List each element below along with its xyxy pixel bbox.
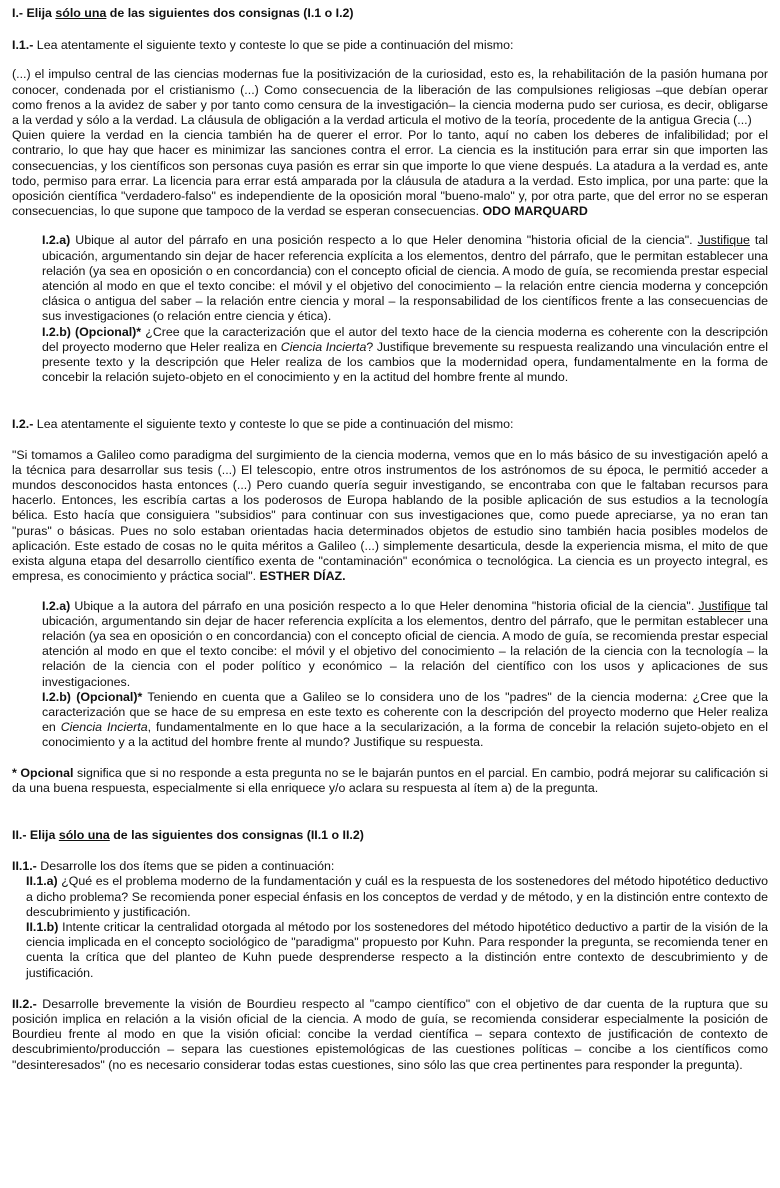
i2-question-a-text-2: tal ubicación, argumentando sin dejar de hacer referencia explícita a los elementos, dentro del párrafo, que le permitan establecer una relación (ya sea en oposición o en concordancia) con el concepto oficial de ciencia. A modo de guía, se recomienda prestar especial atención al modo en que el texto concibe: el móvil y el objetivo del conocimiento – la relación de la ciencia con la tecnología – la relación de la ciencia con el poder político y económico – la relación del científico con los usos y aplicaciones de sus investigaciones. <box>42 598 768 689</box>
ii1-question-a-text: ¿Qué es el problema moderno de la fundamentación y cuál es la respuesta de los sostenedores del método hipotético deductivo a dicho problema? Se recomienda poner especial énfasis en los conceptos de verdad y de método, y en la distinción entre contexto de descubrimiento y justificación. <box>26 874 768 919</box>
i2-question-a <box>42 599 768 690</box>
i1-quote-paragraph-1: (...) el impulso central de las ciencias modernas fue la positivización de la curiosidad, esto es, la rehabilitación de la pasión humana por conocer, condenada por el cristianismo (...) Como consecuencia de la liberación de las compulsiones religiosas –que debían operar como frenos a la avidez de saber y por tanto como censura de la investigación– la ciencia moderna pudo ser curiosa, es decir, obligarse a la verdad y sólo a la verdad. La cláusula de obligación a la verdad articula el motivo de la teoría, procedente de la antigua Grecia (...) <box>12 67 768 128</box>
ii1-question-b <box>26 920 768 981</box>
i2-question-b-label: I.2.b) (Opcional)* <box>42 689 143 704</box>
section-2-title-post: de las siguientes dos consignas (II.1 o II.2) <box>109 827 364 842</box>
i2-question-a-label: I.2.a) <box>42 598 71 613</box>
ii2-paragraph <box>12 997 768 1073</box>
i1-intro: Lea atentamente el siguiente texto y conteste lo que se pide a continuación del mismo: <box>33 38 514 53</box>
i2-question-b <box>42 690 768 751</box>
i1-questions <box>12 233 768 385</box>
i1-question-a <box>42 233 768 324</box>
i2-question-a-justifique: Justifique <box>698 598 751 613</box>
optional-note-label: * Opcional <box>12 765 74 780</box>
i1-question-b <box>42 325 768 386</box>
i1-question-b-italic: Ciencia Incierta <box>280 339 367 354</box>
exam-page <box>12 6 768 1073</box>
i2-heading <box>12 417 768 432</box>
ii1-heading <box>12 859 768 874</box>
optional-note-text: significa que si no responde a esta pregunta no se le bajarán puntos en el parcial. En cambio, podrá mejorar su calificación si da una buena respuesta, especialmente si ella enriquece y/o aclara su respuesta al ítem a) de la pregunta. <box>12 765 769 795</box>
i1-question-a-justifique: Justifique <box>697 233 750 248</box>
ii2-label: II.2.- <box>12 996 37 1011</box>
section-1-title-post: de las siguientes dos consignas (I.1 o I.2) <box>106 6 354 20</box>
i2-quote <box>12 448 768 585</box>
optional-note <box>12 766 768 796</box>
i1-question-b-text-2: ? Justifique brevemente su respuesta realizando una vinculación entre el presente texto y la descripción que Heler realiza de los cambios que la modernidad opera, fundamentalmente en la forma de concebir la relación sujeto-objeto en el conocimiento y en la actitud del hombre frente al mundo. <box>42 339 769 385</box>
i1-author: ODO MARQUARD <box>482 204 588 219</box>
i1-question-a-label: I.2.a) <box>42 233 71 248</box>
i2-label: I.2.- <box>12 417 34 432</box>
ii1-question-b-text: Intente criticar la centralidad otorgada al método por los sostenedores del método hipotético deductivo a partir de la visión de la ciencia implicada en el concepto sociológico de "paradigma" propuesto por Kuhn. Para responder la pregunta, se recomienda tener en cuenta la crítica que del planteo de Kuhn puede desprenderse respecto a la distinción entre contexto de descubrimiento y de justificación. <box>26 919 768 980</box>
section-1-title <box>12 6 768 21</box>
i2-question-b-text-2: , fundamentalmente en lo que hace a la secularización, a la forma de concebir la relación sujeto-objeto en el conocimiento y a la actitud del hombre frente al mundo? Justifique su respuesta. <box>42 720 769 750</box>
i2-question-a-text-1: Ubique a la autora del párrafo en una posición respecto a lo que Heler denomina "historia oficial de la ciencia". <box>70 598 699 613</box>
section-1-title-underline: sólo una <box>55 6 107 20</box>
section-1-title-pre: I.- Elija <box>12 6 56 20</box>
section-2-title-pre: II.- Elija <box>12 827 59 842</box>
ii1-question-a <box>26 874 768 920</box>
i1-label: I.1.- <box>12 38 34 53</box>
i1-question-a-text-2: tal ubicación, argumentando sin dejar de hacer referencia explícita a los elementos, dentro del párrafo, que le permitan establecer una relación (ya sea en oposición o en concordancia) con el concepto oficial de ciencia. A modo de guía, se recomienda prestar especial atención al modo en que el texto concibe: el móvil y el objetivo del conocimiento – la relación entre ciencia moderna y concepción clásica o antigua del saber – la relación entre ciencia y moral – la responsabilidad de los científicos frente a las consecuencias de sus investigaciones (o relación entre ciencia y ética). <box>42 233 768 324</box>
i2-author: ESTHER DÍAZ. <box>259 569 346 584</box>
i2-intro: Lea atentamente el siguiente texto y conteste lo que se pide a continuación del mismo: <box>33 417 514 432</box>
i1-question-b-label: I.2.b) (Opcional)* <box>42 324 142 339</box>
i2-question-b-italic: Ciencia Incierta <box>60 720 148 735</box>
section-2-title <box>12 828 768 843</box>
ii1-questions <box>12 874 768 980</box>
ii1-intro: Desarrolle los dos ítems que se piden a continuación: <box>36 859 335 874</box>
i1-question-a-text-1: Ubique al autor del párrafo en una posición respecto a lo que Heler denomina "historia oficial de la ciencia". <box>70 233 698 248</box>
i2-questions <box>12 599 768 751</box>
ii2-text: Desarrolle brevemente la visión de Bourdieu respecto al "campo científico" con el objetivo de dar cuenta de la ruptura que su posición implica en relación a la visión oficial de la ciencia. A modo de guía, se recomienda considerar especialmente la posición de Bourdieu frente al modo en que la visión oficial: concibe la verdad científica – separa contexto de justificación de contexto de descubrimiento/producción – separa las cuestiones epistemológicas de las cuestiones políticas – concibe a los científicos como "desinteresados" (no es necesario considerar todas estas cuestiones, sino sólo las que crea pertinentes para responder la pregunta). <box>12 996 768 1072</box>
i2-question-b-text-1: Teniendo en cuenta que a Galileo se lo considera uno de los "padres" de la ciencia moderna: ¿Cree que la caracterización que se hace de su empresa en este texto es coherente con la descripción del proyecto moderno que Heler realiza en <box>42 689 768 735</box>
i1-question-b-text-1: ¿Cree que la caracterización que el autor del texto hace de la ciencia moderna es coherente con la descripción del proyecto moderno que Heler realiza en <box>42 324 768 354</box>
i1-quote-p2-text: Quien quiere la verdad en la ciencia también ha de querer el error. Por lo tanto, aquí no caben los deberes de infalibilidad; por el contrario, lo que hay que hacer es minimizar las sanciones contra el error. La ciencia es la institución para errar sin que importen las consecuencias, y los científicos son personas cuya pasión es errar sin que importe lo que viene después. La atadura a la verdad es, ante todo, permiso para errar. La licencia para errar está amparada por la cláusula de atadura a la verdad. Esto implica, por una parte: que la oposición científica "verdadero-falso" es independiente de la oposición moral "bueno-malo" y, por otra parte, que del error no se esperan consecuencias, lo que supone que tampoco de la verdad se esperan consecuencias. <box>12 128 768 219</box>
ii1-question-a-label: II.1.a) <box>26 874 58 889</box>
section-2-title-underline: sólo una <box>58 827 110 842</box>
i2-quote-text: "Si tomamos a Galileo como paradigma del surgimiento de la ciencia moderna, vemos que en lo más básico de su investigación apeló a la técnica para desarrollar sus tesis (...) El telescopio, entre otros instrumentos de los astrónomos de su época, le permitió acceder a mundos desconocidos hasta entonces (...) Pero cuando quería seguir investigando, se encontraba con que le faltaban recursos para hacerlo. Entonces, les escribía cartas a los poderosos de Europa hablando de la posible aplicación de sus estudios a la tecnología bélica. Esto hacía que consiguiera "subsidios" para continuar con sus investigaciones que, como puede apreciarse, ya no eran tan "puras" o básicas. Pues no solo estaban orientadas hacia determinados objetos de estudio sino también hacia posibles modelos de aplicación. Este estado de cosas no le quita méritos a Galileo (...) simplemente desarticula, desde la experiencia misma, el mito de que exista alguna etapa del desarrollo científico exenta de "contaminación" económica o tecnológica. La ciencia es un proyecto integral, es empresa, es conocimiento y práctica social". <box>12 447 768 584</box>
ii1-question-b-label: II.1.b) <box>26 919 59 934</box>
i1-heading <box>12 38 768 53</box>
i1-quote-paragraph-2 <box>12 128 768 219</box>
ii1-label: II.1.- <box>12 859 37 874</box>
